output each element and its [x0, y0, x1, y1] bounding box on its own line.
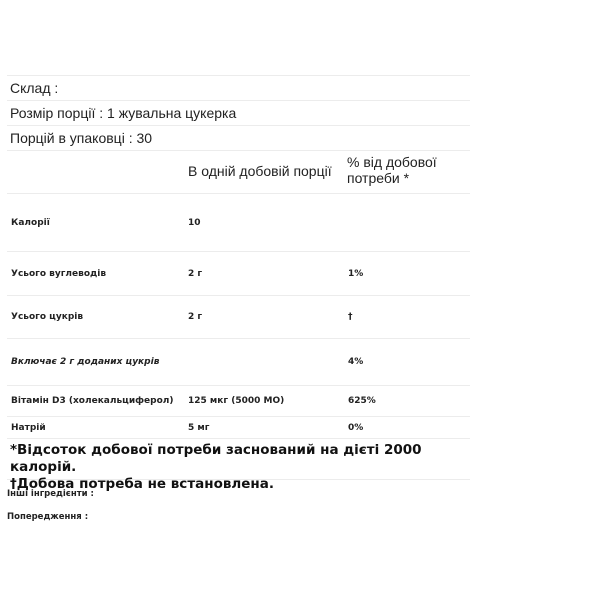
nutrient-name: Вітамін D3 (холекальциферол)	[11, 396, 174, 406]
composition-label: Склад :	[7, 75, 470, 100]
table-row	[7, 416, 470, 438]
amount-header: В одній добовій порції	[188, 163, 332, 179]
nutrient-name: Усього цукрів	[11, 312, 84, 322]
table-row	[7, 385, 470, 416]
daily-value-header-line1: % від добової	[347, 154, 437, 170]
warnings-label: Попередження :	[7, 512, 89, 522]
nutrient-dv: 4%	[348, 357, 364, 367]
supplement-facts	[7, 75, 470, 492]
nutrient-dv: 1%	[348, 268, 364, 279]
table-header	[7, 150, 470, 193]
daily-value-header	[347, 154, 437, 186]
footnotes	[7, 438, 470, 492]
nutrient-name: Усього вуглеводів	[11, 268, 107, 279]
nutrient-amount: 10	[188, 217, 201, 228]
footnote-not-established: †Добова потреба не встановлена.	[10, 476, 275, 492]
nutrient-dv: 625%	[348, 396, 376, 406]
nutrient-amount: 5 мг	[188, 422, 210, 433]
table-row	[7, 251, 470, 295]
table-row	[7, 338, 470, 385]
daily-value-header-line2: потреби *	[347, 170, 410, 186]
nutrient-amount: 2 г	[188, 268, 203, 279]
table-row	[7, 295, 470, 338]
serving-size: Розмір порції : 1 жувальна цукерка	[7, 100, 470, 125]
nutrient-amount: 125 мкг (5000 МО)	[188, 396, 285, 406]
nutrient-amount: 2 г	[188, 312, 203, 322]
nutrient-name: Калорії	[11, 217, 50, 228]
other-ingredients-label: Інші інгредієнти :	[7, 489, 94, 499]
servings-per-container: Порцій в упаковці : 30	[7, 125, 470, 150]
nutrient-dv: 0%	[348, 422, 364, 433]
nutrient-name: Включає 2 г доданих цукрів	[11, 357, 160, 367]
table-row	[7, 193, 470, 251]
nutrient-name: Натрій	[11, 422, 46, 433]
footnote-daily-value: *Відсоток добової потреби заснований на дієті 2000 калорій.	[10, 442, 422, 475]
nutrient-dv: †	[348, 312, 353, 322]
